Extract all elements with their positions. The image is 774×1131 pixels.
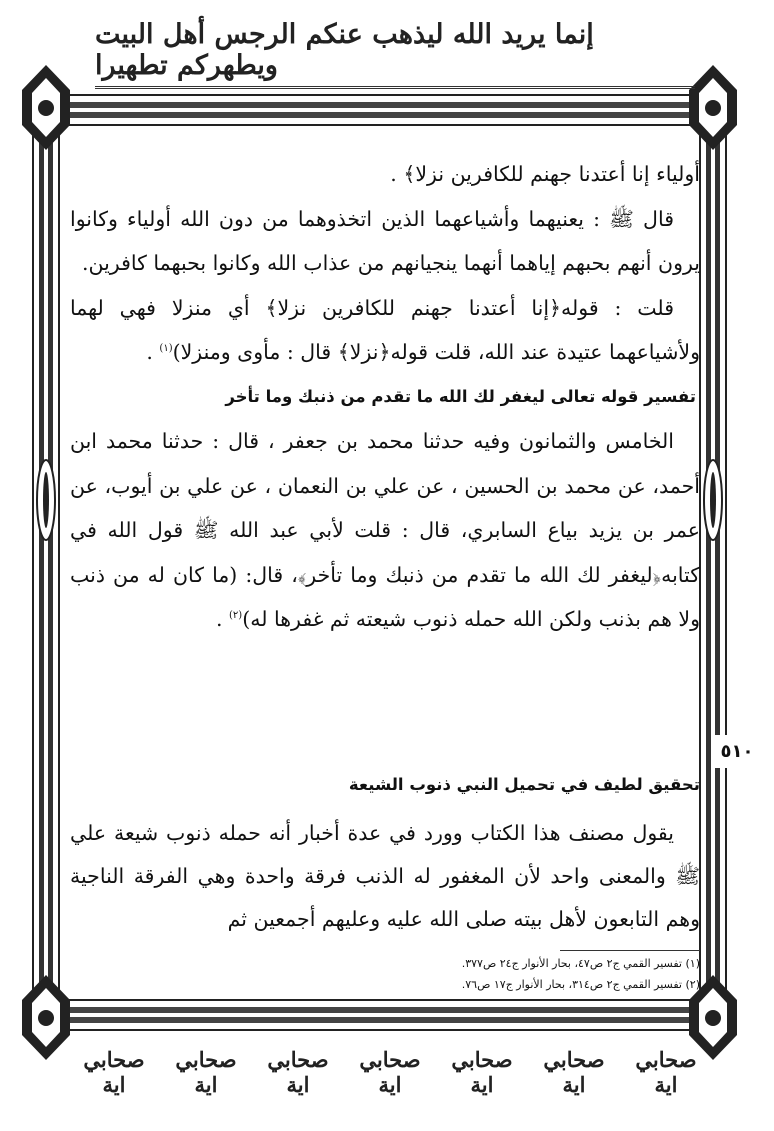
footer-calligraphy-2: صحابي اية [543,1047,605,1097]
footer-calligraphy-7: صحابي اية [83,1047,145,1097]
footnote-ref-1: (١) [159,343,173,355]
section-2-paragraph: يقول مصنف هذا الكتاب وورد في عدة أخبار أنه حمله ذنوب شيعة علي ﷺ والمعنى واحد لأن المغفور له الذنب فرقة واحدة وهي الفرقة الناجية وهم التابعون لأهل بيته صلى الله عليه وعليهم أجمعين ثم [70,821,700,931]
footer-calligraphy-4: صحابي اية [359,1047,421,1097]
footnote-2: (٢) تفسير القمي ج٢ ص٣١٤، بحار الأنوار ج١٧ ص٧٦. [461,978,700,991]
paragraph-1: أولياء إنا أعتدنا جهنم للكافرين نزلا﴾ . [390,162,700,186]
header-calligraphy: إنما يريد الله ليذهب عنكم الرجس أهل البيت ويطهركم تطهيرا [95,14,695,89]
hadith-text: الخامس والثمانون وفيه حدثنا محمد بن جعفر ، قال : حدثنا محمد ابن أحمد، عن محمد بن الحسين ، عن علي بن النعمان ، عن علي بن أيوب، عن عمر بن يزيد بياع السابري، قال : قلت لأبي عبد الله ﷺ قول الله في كتابه﴿ليغفر لك الله ما تقدم من ذنبك وما تأخر﴾، قال: (ما كان له من ذنب ولا هم بذنب ولكن الله حمله ذنوب شيعته ثم غفرها له) [70,428,700,632]
paragraph-2: قال ﷺ : يعنيهما وأشياعهما الذين اتخذوهما من دون الله أولياء وكانوا يرون أنهم بحبهم إياهما أنهما ينجيانهم من عذاب الله وكانوا بحبهما كافرين. [70,206,700,276]
footer-calligraphy-3: صحابي اية [451,1047,513,1097]
footnote-divider [560,950,700,951]
section-heading-2: تحقيق لطيف في تحميل النبي ذنوب الشيعة [348,775,700,794]
footer-calligraphy-row [70,1042,710,1102]
paragraph-3-end: . [146,340,153,365]
footnotes [70,953,700,995]
main-text-block [70,152,700,642]
footer-calligraphy-1: صحابي اية [635,1047,697,1097]
paragraph-3-text: قلت : قوله﴿إنا أعتدنا جهنم للكافرين نزلا﴾ أي منزلا فهي لهما ولأشياعهما عتيدة عند الله، قلت قوله﴿نزلا﴾ قال : مأوى ومنزلا) [70,295,700,365]
footnote-1: (١) تفسير القمي ج٢ ص٤٧، بحار الأنوار ج٢٤ ص٣٧٧. [461,957,700,970]
paragraph-3 [70,286,700,375]
page-number: ٥١٠ [712,735,762,768]
section-heading-1: تفسير قوله تعالى ليغفر لك الله ما تقدم من ذنبك وما تأخر [225,386,696,406]
footer-calligraphy-6: صحابي اية [175,1047,237,1097]
footnote-ref-2: (٢) [229,610,243,622]
hadith-paragraph [70,419,700,642]
hadith-end: . [215,607,223,632]
section-2-text-block [70,812,700,941]
footer-calligraphy-5: صحابي اية [267,1047,329,1097]
